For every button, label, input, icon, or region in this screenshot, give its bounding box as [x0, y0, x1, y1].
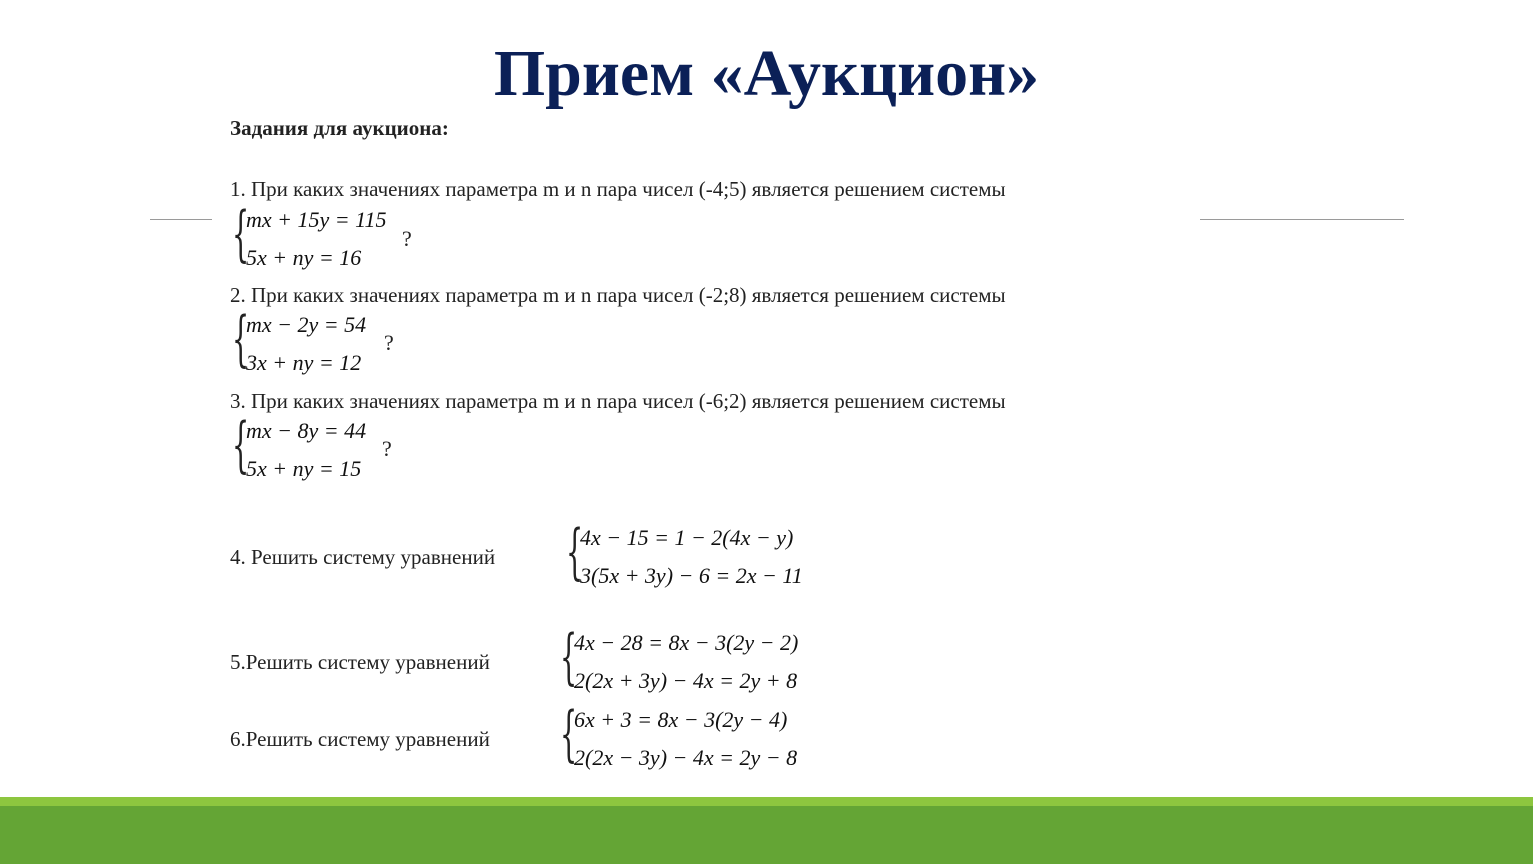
task-4-text: 4. Решить систему уравнений: [230, 545, 496, 569]
task-4-eq-2: 3(5x + 3y) − 6 = 2x − 11: [580, 563, 803, 588]
footer-bar-light: [0, 797, 1533, 806]
brace-icon: {: [232, 304, 250, 374]
task-6-text: 6.Решить систему уравнений: [230, 727, 490, 751]
task-1-text: 1. При каких значениях параметра m и n пара чисел (-4;5) является решением системы: [230, 177, 1006, 201]
task-1-eq-1: mx + 15y = 115: [246, 207, 387, 232]
task-3-question-mark: ?: [382, 436, 392, 461]
brace-icon: {: [566, 517, 584, 587]
task-5-text: 5.Решить систему уравнений: [230, 650, 490, 674]
task-6-eq-1: 6x + 3 = 8x − 3(2y − 4): [574, 707, 788, 732]
brace-icon: {: [560, 699, 578, 769]
tasks-heading: Задания для аукциона:: [230, 116, 449, 140]
task-1-eq-2: 5x + ny = 16: [246, 245, 362, 270]
divider-right: [1200, 219, 1404, 220]
divider-left: [150, 219, 212, 220]
task-4-eq-1: 4x − 15 = 1 − 2(4x − y): [580, 525, 794, 550]
task-3-text: 3. При каких значениях параметра m и n пара чисел (-6;2) является решением системы: [230, 389, 1006, 413]
slide-title: Прием «Аукцион»: [493, 37, 1040, 110]
task-2-question-mark: ?: [384, 330, 394, 355]
brace-icon: {: [560, 622, 578, 692]
task-2-eq-2: 3x + ny = 12: [246, 350, 362, 375]
task-5-eq-2: 2(2x + 3y) − 4x = 2y + 8: [574, 668, 798, 693]
brace-icon: {: [232, 410, 250, 480]
task-2-text: 2. При каких значениях параметра m и n пара чисел (-2;8) является решением системы: [230, 283, 1006, 307]
task-2-eq-1: mx − 2y = 54: [246, 312, 367, 337]
brace-icon: {: [232, 199, 250, 269]
task-6-eq-2: 2(2x − 3y) − 4x = 2y − 8: [574, 745, 798, 770]
task-1-question-mark: ?: [402, 226, 412, 251]
task-5-eq-1: 4x − 28 = 8x − 3(2y − 2): [574, 630, 799, 655]
task-3-eq-1: mx − 8y = 44: [246, 418, 367, 443]
footer-bar-dark: [0, 806, 1533, 864]
task-3-eq-2: 5x + ny = 15: [246, 456, 362, 481]
